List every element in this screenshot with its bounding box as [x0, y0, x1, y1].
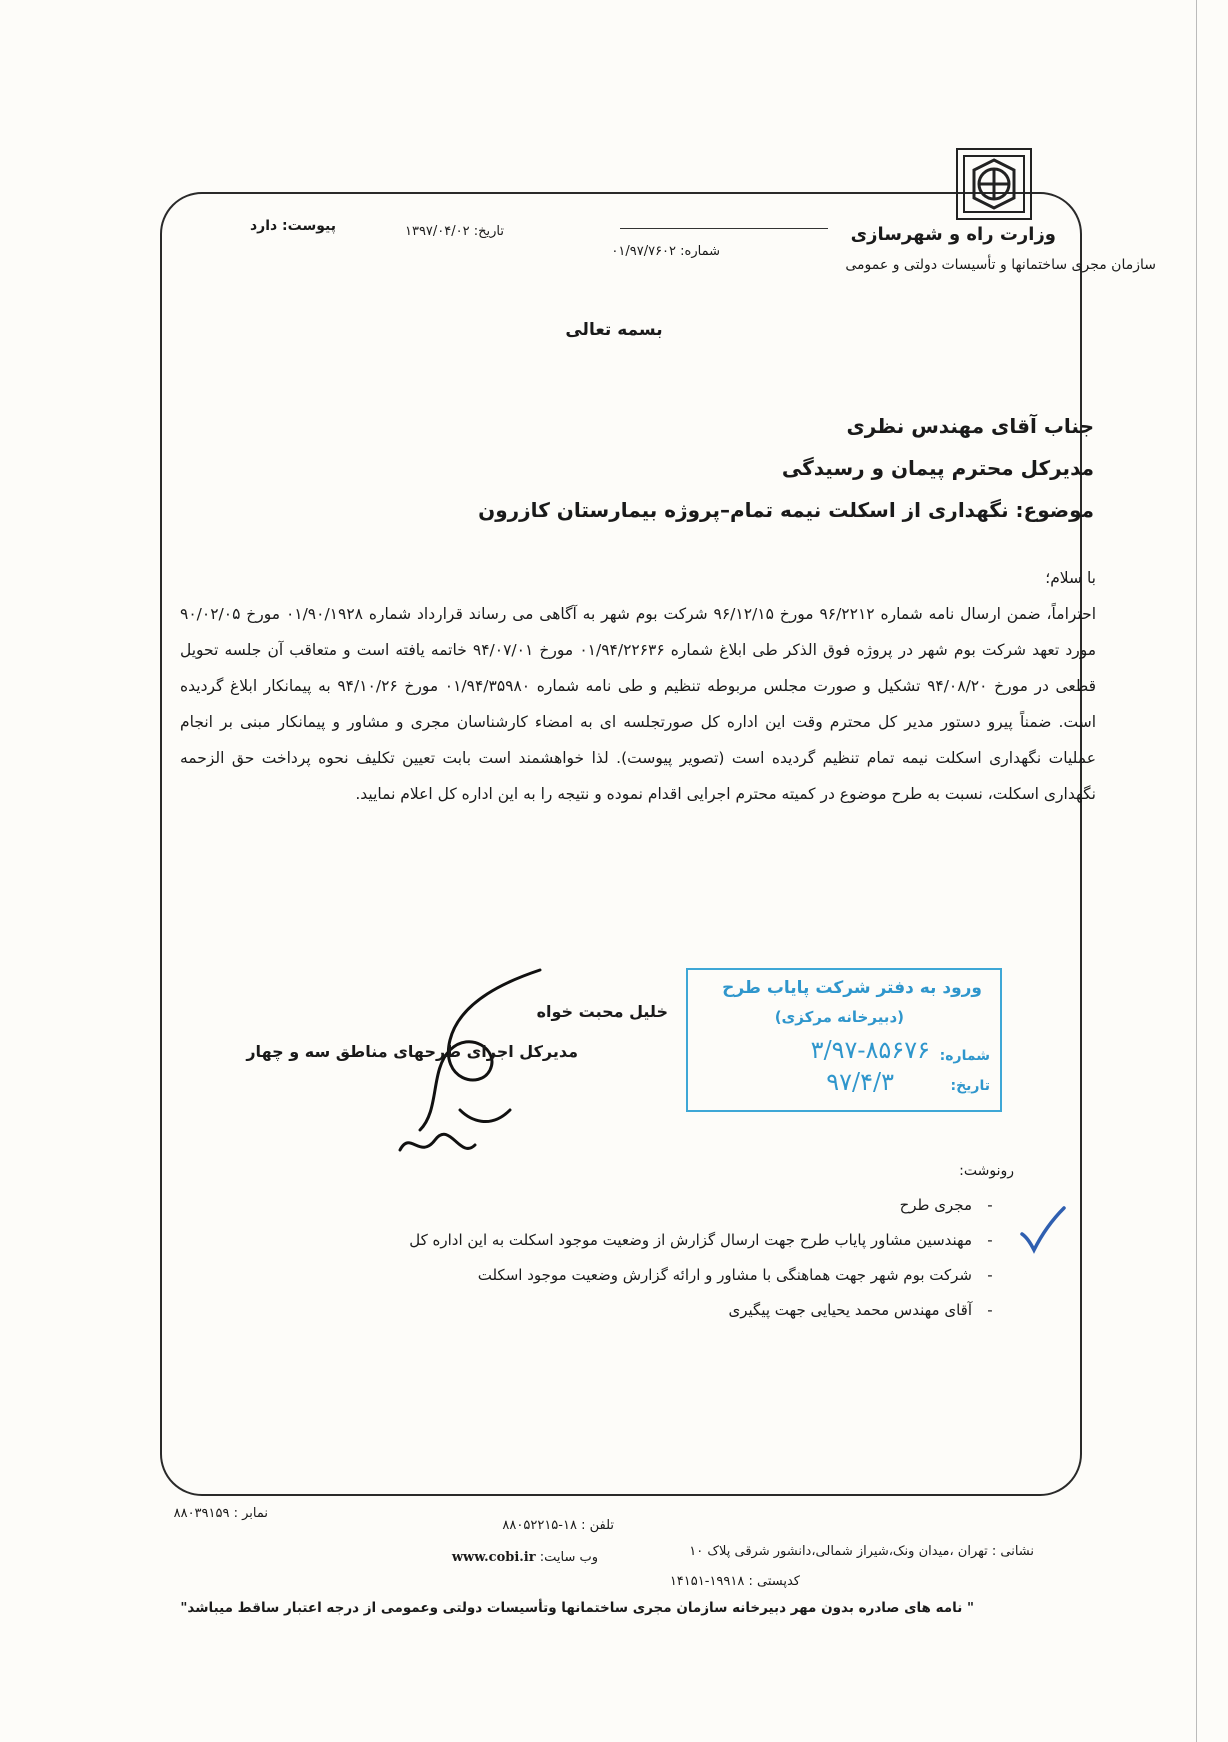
- footer-warning: " نامه های صادره بدون مهر دبیرخانه سازمان مجری ساختمانها وتأسیسات دولتی وعمومی از درجه اعتبار ساقط میباشد": [180, 1600, 974, 1616]
- addressee-title: مدیرکل محترم پیمان و رسیدگی: [781, 456, 1094, 480]
- footer-phone: تلفن : ۱۸-۸۸۰۵۲۲۱۵: [502, 1518, 614, 1533]
- cc-item: -مهندسین مشاور پایاب طرح جهت ارسال گزارش از وضعیت موجود اسکلت به این اداره کل: [409, 1231, 993, 1249]
- stamp-number-label: شماره:: [939, 1048, 990, 1064]
- stamp-date-label: تاریخ:: [950, 1078, 990, 1094]
- bismillah-heading: بسمه تعالی: [565, 320, 663, 340]
- handwritten-signature: [340, 960, 580, 1180]
- scan-edge-line: [1196, 0, 1197, 1742]
- letter-subject: موضوع: نگهداری از اسکلت نیمه تمام–پروژه بیمارستان کازرون: [478, 498, 1094, 522]
- letter-date-label: تاریخ:: [473, 224, 504, 239]
- signatory-name: خلیل محبت خواه: [536, 1002, 668, 1021]
- footer-website-label: وب سایت:: [539, 1550, 598, 1565]
- stamp-subtitle: (دبیرخانه مرکزی): [774, 1008, 904, 1026]
- cc-item-text: مجری طرح: [899, 1196, 972, 1214]
- number-underline: [620, 228, 828, 229]
- checkmark-icon: [1018, 1204, 1066, 1254]
- footer-website-link[interactable]: www.cobi.ir: [451, 1550, 536, 1565]
- letter-body: [180, 560, 1096, 812]
- letter-number: [611, 244, 720, 259]
- cc-item-text: مهندسین مشاور پایاب طرح جهت ارسال گزارش از وضعیت موجود اسکلت به این اداره کل: [409, 1231, 972, 1249]
- footer-website: [452, 1550, 598, 1565]
- ministry-logo-icon: [956, 148, 1032, 220]
- cc-heading: رونوشت:: [959, 1163, 1014, 1179]
- attachment-note: پیوست: دارد: [249, 218, 336, 234]
- footer-fax: نمابر : ۸۸۰۳۹۱۵۹: [173, 1506, 268, 1521]
- organization-name: سازمان مجری ساختمانها و تأسیسات دولتی و عمومی: [845, 257, 1156, 273]
- cc-item-text: شرکت بوم شهر جهت هماهنگی با مشاور و ارائه گزارش وضعیت موجود اسکلت: [477, 1266, 972, 1284]
- letter-number-value: ۰۱/۹۷/۷۶۰۲: [611, 244, 677, 259]
- registry-stamp: [686, 968, 1002, 1112]
- ministry-name: وزارت راه و شهرسازی: [850, 224, 1056, 245]
- cc-item: -آقای مهندس محمد یحیایی جهت پیگیری: [728, 1301, 993, 1319]
- letter-number-label: شماره:: [680, 244, 720, 259]
- signatory-title: مدیرکل اجرای طرحهای مناطق سه و چهار: [246, 1042, 578, 1061]
- stamp-number-value: ۳/۹۷-۸۵۶۷۶: [810, 1036, 930, 1064]
- addressee-name: جناب آقای مهندس نظری: [846, 414, 1094, 438]
- stamp-date-value: ۹۷/۴/۳: [826, 1068, 894, 1096]
- footer-address: نشانی : تهران ،میدان ونک،شیراز شمالی،دانشور شرقی پلاک ۱۰: [689, 1544, 1034, 1559]
- stamp-title: ورود به دفتر شرکت پایاب طرح: [722, 978, 982, 998]
- cc-list: [409, 1188, 1008, 1328]
- body-paragraph: احتراماً، ضمن ارسال نامه شماره ۹۶/۲۲۱۲ مورخ ۹۶/۱۲/۱۵ شرکت بوم شهر به آگاهی می رساند قرارداد شماره ۰۱/۹۰/۱۹۲۸ مورخ ۹۰/۰۲/۰۵ مورد تعهد شرکت بوم شهر در پروژه فوق الذکر طی ابلاغ شماره ۰۱/۹۴/۲۲۶۳۶ مورخ ۹۴/۰۷/۰۱ خاتمه یافته است و متعاقب آن جلسه تحویل قطعی در مورخ ۹۴/۰۸/۲۰ تشکیل و صورت مجلس مربوطه تنظیم و طی نامه شماره ۰۱/۹۴/۳۵۹۸۰ مورخ ۹۴/۱۰/۲۶ به پیمانکار ابلاغ گردیده است. ضمناً پیرو دستور مدیر کل محترم وقت این اداره کل صورتجلسه ای به امضاء کارشناسان مجری و مشاور و پیمانکار مبنی بر انجام عملیات نگهداری اسکلت نیمه تمام تنظیم گردیده است (تصویر پیوست). لذا خواهشمند است بابت تعیین تکلیف نحوه پرداخت حق الزحمه نگهداری اسکلت، نسبت به طرح موضوع در کمیته محترم اجرایی اقدام نموده و نتیجه را به این اداره کل اعلام نمایید.: [180, 605, 1097, 803]
- cc-item-text: آقای مهندس محمد یحیایی جهت پیگیری: [728, 1301, 972, 1319]
- letter-date-value: ۱۳۹۷/۰۴/۰۲: [404, 224, 470, 239]
- greeting: با سلام؛: [1045, 569, 1096, 587]
- letter-date: [405, 224, 504, 239]
- cc-item: -شرکت بوم شهر جهت هماهنگی با مشاور و ارائه گزارش وضعیت موجود اسکلت: [477, 1266, 993, 1284]
- cc-item: -مجری طرح: [899, 1196, 993, 1214]
- footer-postal-code: کدپستی : ۱۹۹۱۸-۱۴۱۵۱: [669, 1574, 800, 1589]
